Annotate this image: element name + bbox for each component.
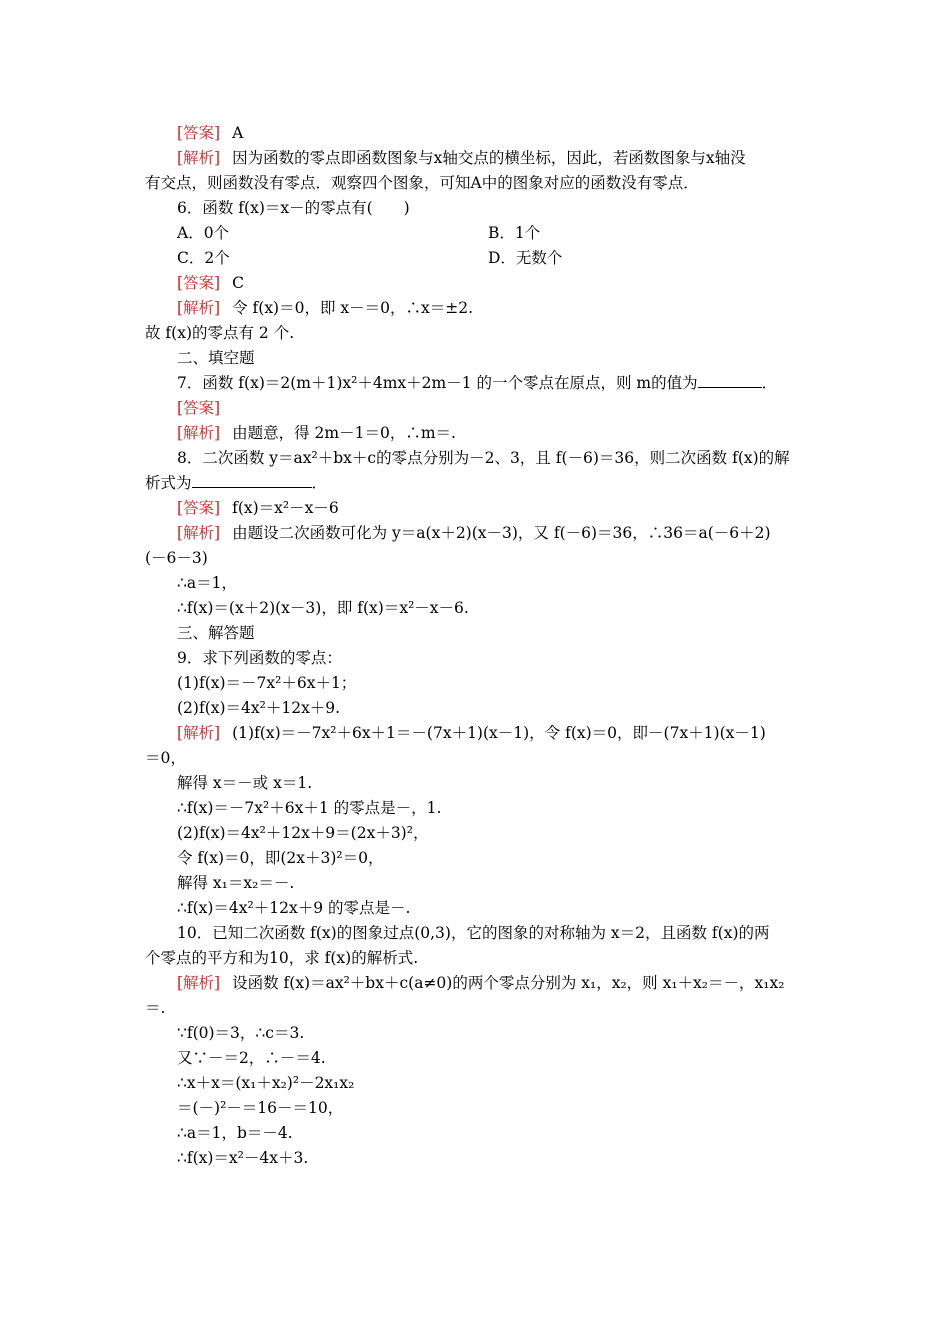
question-8: 8．二次函数 y＝ax²＋bx＋c的零点分别为－2、3，且 f(－6)＝36，则二次函数 f(x)的解 <box>177 449 790 467</box>
text-line: ∴f(x)＝(x＋2)(x－3)，即 f(x)＝x²－x－6. <box>177 599 469 617</box>
text-line: ＝. <box>145 999 166 1017</box>
analysis-line <box>177 421 857 446</box>
text-line: ∴f(x)＝4x²＋12x＋9 的零点是－. <box>177 899 411 917</box>
text-line: ＝(－)²－＝16－＝10， <box>177 1099 344 1117</box>
text-line: (2)f(x)＝4x²＋12x＋9. <box>177 699 341 717</box>
analysis-tag: [解析] <box>177 974 221 992</box>
option-d: D．无数个 <box>488 249 563 267</box>
text-line: 解得 x₁＝x₂＝－. <box>177 874 295 892</box>
analysis-line <box>177 296 857 321</box>
option-b: B．1个 <box>488 224 541 242</box>
analysis-line <box>177 146 857 171</box>
analysis-tag: [解析] <box>177 299 221 317</box>
text-line: (2)f(x)＝4x²＋12x＋9＝(2x＋3)²， <box>177 824 429 842</box>
analysis-tag: [解析] <box>177 724 221 742</box>
question-10: 10．已知二次函数 f(x)的图象过点(0,3)，它的图象的对称轴为 x＝2，且函数 f(x)的两 <box>177 924 770 942</box>
question-tail: ． <box>761 374 778 392</box>
question-9: 9．求下列函数的零点： <box>177 649 342 667</box>
answer-tag: [答案] <box>177 274 221 292</box>
text-line: 令 f(x)＝0，即(2x＋3)²＝0， <box>177 849 384 867</box>
text-line: ∴a＝1，b＝－4. <box>177 1124 293 1142</box>
answer-line <box>177 271 857 296</box>
analysis-line <box>177 721 857 746</box>
text-line: 解得 x＝－或 x＝1. <box>177 774 313 792</box>
answer-blank <box>698 373 762 388</box>
question-tail: ． <box>311 474 328 492</box>
option-a: A．0个 <box>177 224 230 242</box>
answer-line <box>177 396 857 421</box>
answer-text: f(x)＝x²－x－6 <box>232 499 339 517</box>
analysis-text: 由题设二次函数可化为 y＝a(x＋2)(x－3)，又 f(－6)＝36，∴36＝a(－6＋2) <box>232 524 771 542</box>
analysis-text: 由题意，得 2m－1＝0，∴m＝. <box>232 424 456 442</box>
text-line: ∴f(x)＝－7x²＋6x＋1 的零点是－，1. <box>177 799 442 817</box>
section-heading: 二、填空题 <box>177 349 255 367</box>
question-6: 6．函数 f(x)＝x－的零点有( ) <box>177 199 410 217</box>
text-line: ∵f(0)＝3，∴c＝3. <box>177 1024 305 1042</box>
analysis-tag: [解析] <box>177 424 221 442</box>
question-text: 析式为 <box>145 474 192 492</box>
analysis-text: 令 f(x)＝0，即 x－＝0，∴x＝±2. <box>232 299 474 317</box>
text-line: (－6－3) <box>145 549 208 567</box>
answer-tag: [答案] <box>177 124 221 142</box>
question-7 <box>177 371 857 396</box>
analysis-text: 设函数 f(x)＝ax²＋bx＋c(a≠0)的两个零点分别为 x₁，x₂，则 x₁＋x₂＝－，x₁x₂ <box>232 974 785 992</box>
answer-tag: [答案] <box>177 499 221 517</box>
question-8-cont <box>145 471 825 496</box>
text-line: 又∵－＝2，∴－＝4. <box>177 1049 326 1067</box>
analysis-line <box>177 971 857 996</box>
question-text: 7．函数 f(x)＝2(m＋1)x²＋4mx＋2m－1 的一个零点在原点，则 m的值为 <box>177 374 698 392</box>
text-line: 个零点的平方和为10，求 f(x)的解析式. <box>145 949 419 967</box>
text-line: ＝0， <box>145 749 186 767</box>
analysis-tag: [解析] <box>177 524 221 542</box>
section-heading: 三、解答题 <box>177 624 255 642</box>
text-line: (1)f(x)＝－7x²＋6x＋1； <box>177 674 357 692</box>
text-line: 有交点，则函数没有零点．观察四个图象，可知A中的图象对应的函数没有零点． <box>145 174 699 192</box>
option-c: C．2个 <box>177 249 230 267</box>
analysis-line <box>177 521 857 546</box>
analysis-text: (1)f(x)＝－7x²＋6x＋1＝－(7x＋1)(x－1)，令 f(x)＝0，即－(7x＋1)(x－1) <box>232 724 766 742</box>
text-line: 故 f(x)的零点有 2 个. <box>145 324 295 342</box>
text-line: ∴a＝1， <box>177 574 237 592</box>
options-row <box>177 221 857 246</box>
text-line: ∴x＋x＝(x₁＋x₂)²－2x₁x₂ <box>177 1074 355 1092</box>
answer-blank <box>192 473 312 488</box>
options-row <box>177 246 857 271</box>
answer-text: A <box>232 124 244 142</box>
text-line: ∴f(x)＝x²－4x＋3. <box>177 1149 309 1167</box>
analysis-text: 因为函数的零点即函数图象与x轴交点的横坐标，因此，若函数图象与x轴没 <box>232 149 746 167</box>
answer-text: C <box>232 274 244 292</box>
analysis-tag: [解析] <box>177 149 221 167</box>
answer-line <box>177 496 857 521</box>
answer-line <box>177 121 857 146</box>
answer-tag: [答案] <box>177 399 221 417</box>
